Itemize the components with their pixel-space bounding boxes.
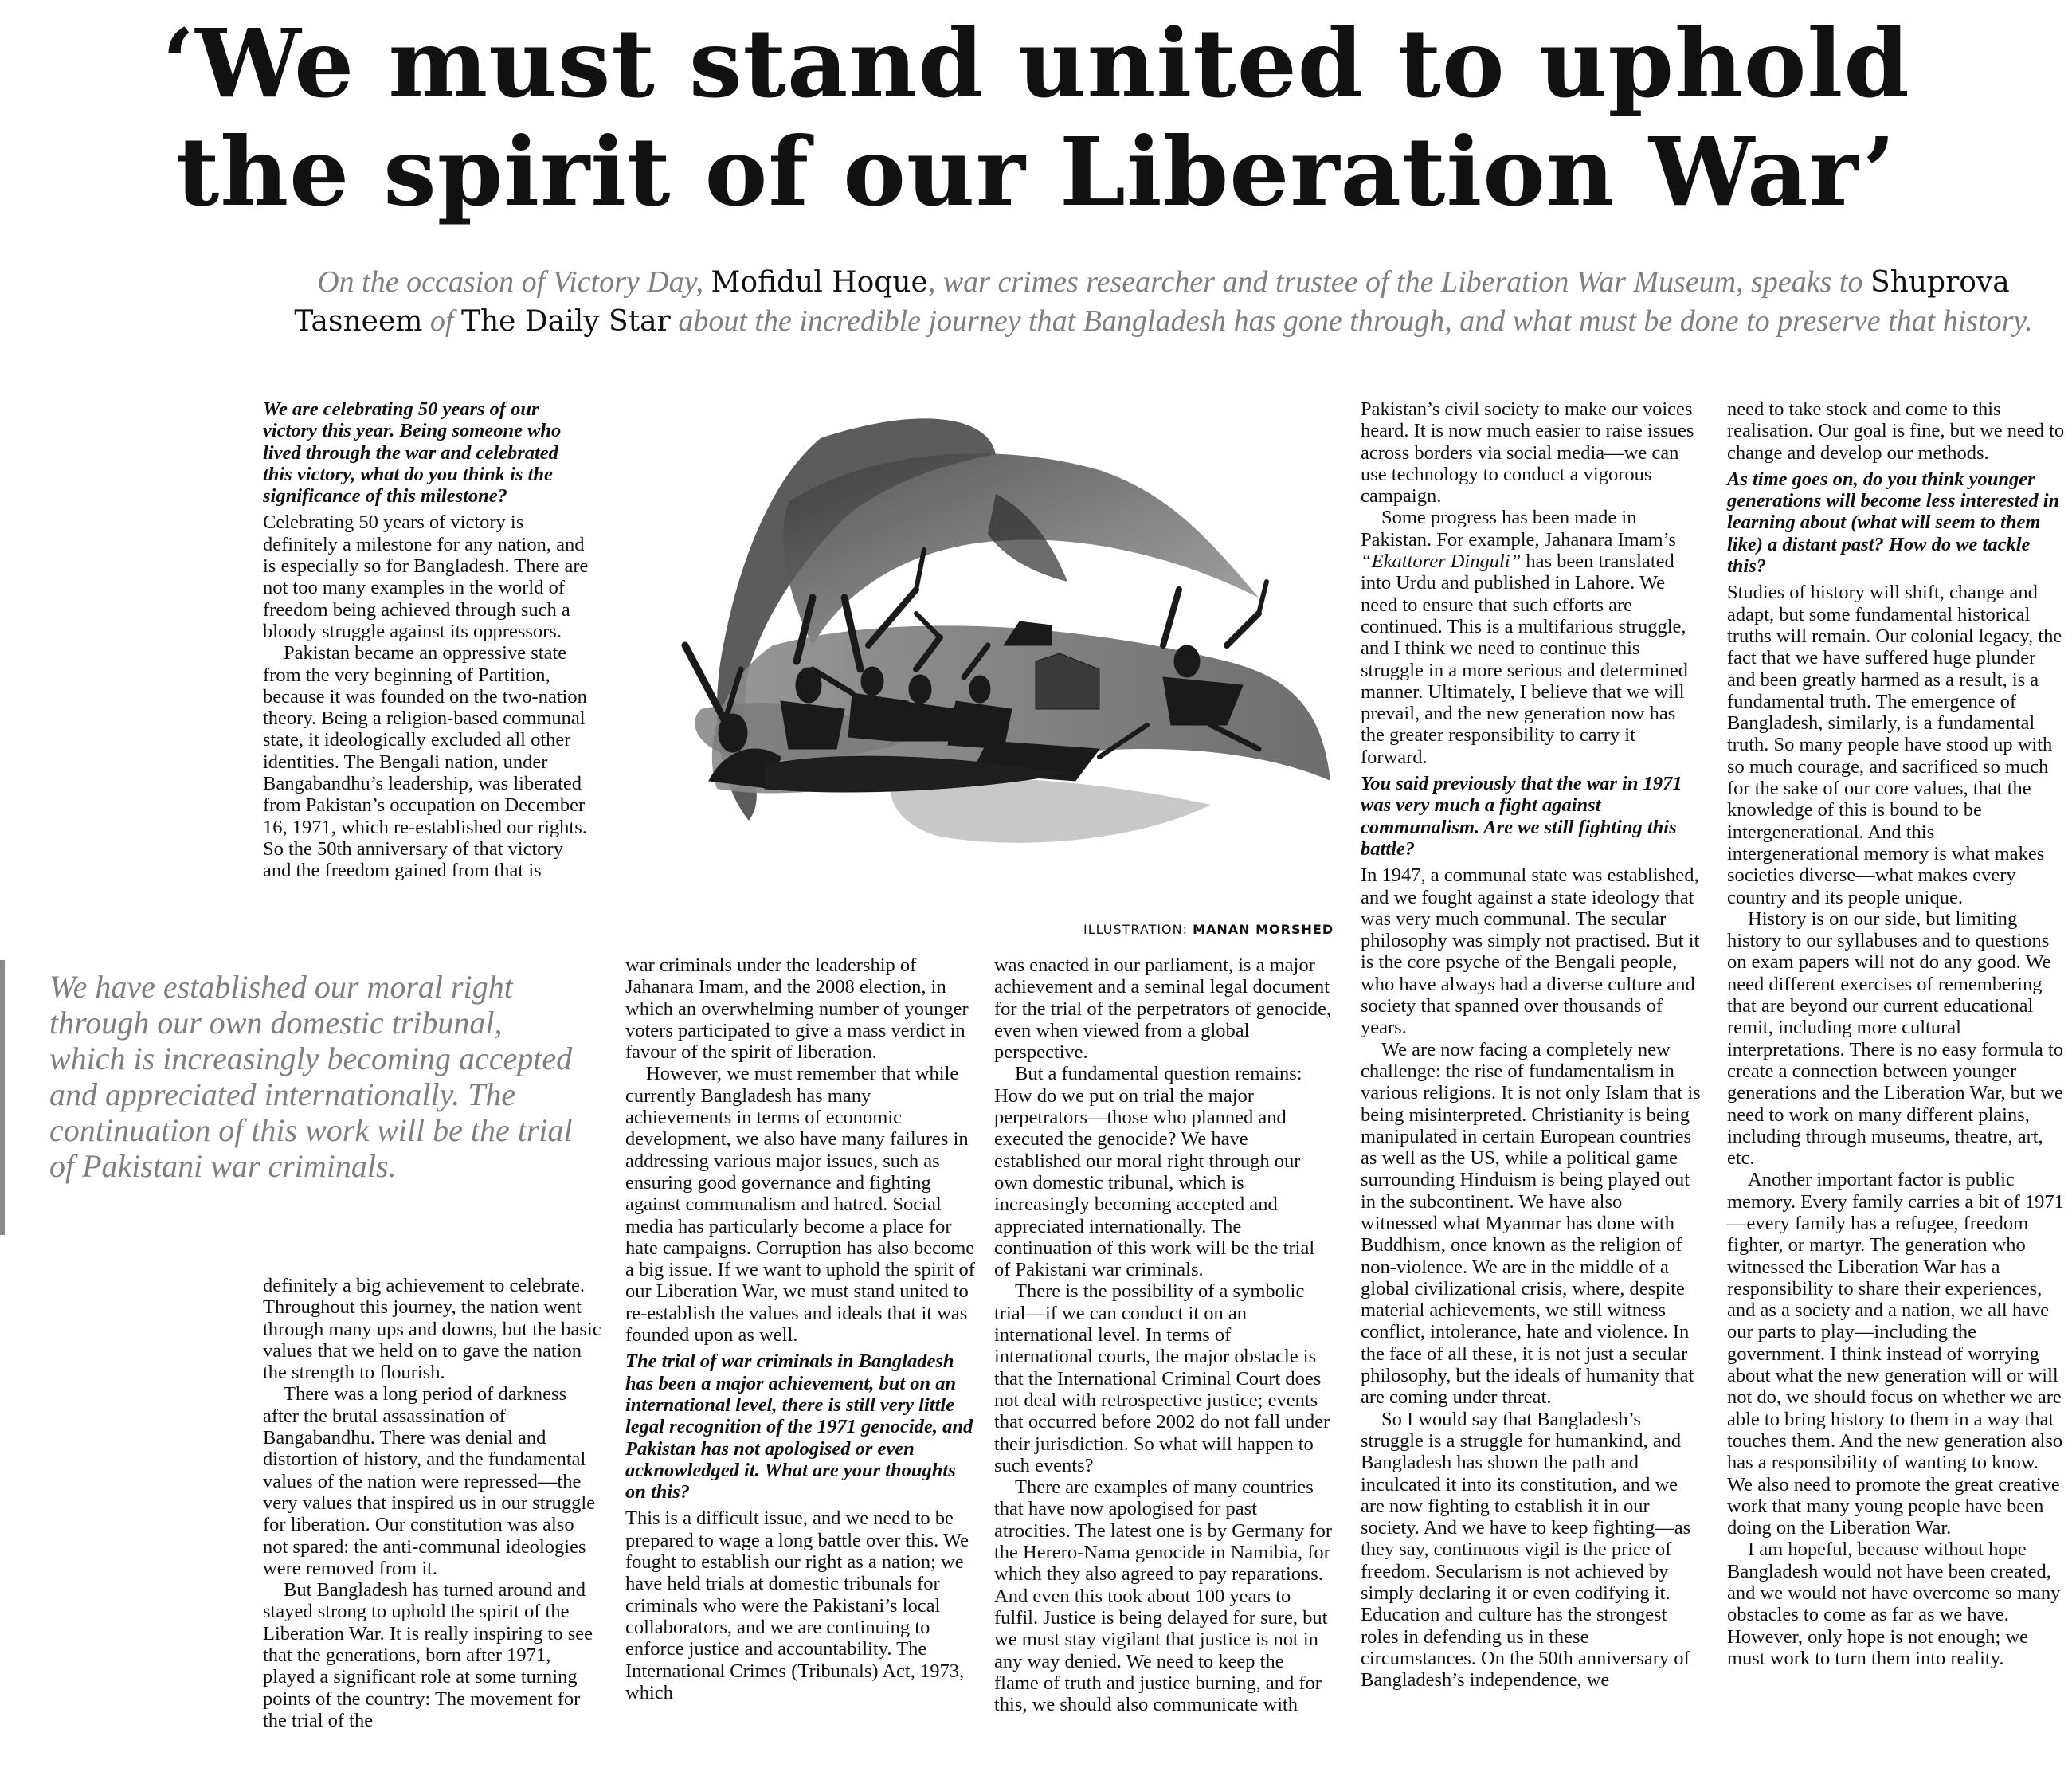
answer-paragraph: definitely a big achievement to celebrate. Throughout this journey, the nation went through many ups and downs, but the basic values that we held on to gave the nation the strength to flourish. bbox=[263, 1275, 601, 1384]
column-1-top bbox=[263, 398, 589, 882]
interviewee-name: Mofidul Hoque bbox=[711, 266, 928, 299]
answer-paragraph: Celebrating 50 years of victory is definitely a milestone for any nation, and is especially so for Bangladesh. There are not too many examples in the world of freedom being achieved through such a bloody struggle against its oppressors. bbox=[263, 512, 589, 642]
answer-paragraph: Another important factor is public memory. Every family carries a bit of 1971—every family has a refugee, freedom fighter, or martyr. The generation who witnessed the Liberation War has a responsibility to share their experiences, and as a society and a nation, we all have our parts to play—including the government. I think instead of worrying about what the new generation will or will not do, we should focus on whether we are able to bring history to them in a way that touches them. And the new generation also has a responsibility of wanting to know. We also need to promote the great creative work that many young people have been doing on the Liberation War. bbox=[1727, 1169, 2064, 1539]
interviewer-name: Shuprova Tasneem bbox=[294, 266, 2010, 338]
answer-paragraph: There was a long period of darkness after the brutal assassination of Bangabandhu. There was denial and distortion of history, and the fundamental values of the nation were repressed—the very values that inspired us in our struggle for liberation. Our constitution was also not spared: the anti-communal ideologies were removed from it. bbox=[263, 1383, 596, 1579]
answer-paragraph: In 1947, a communal state was established, and we fought against a state ideology that was very much communal. The secular philosophy was simply not practised. But it is the core psyche of the Bengali people, who have always had a diverse culture and society that spanned over thousands of years. bbox=[1361, 864, 1700, 1039]
answer-paragraph: was enacted in our parliament, is a major achievement and a seminal legal document for the trial of the perpetrators of genocide, even when viewed from a global perspective. bbox=[994, 955, 1332, 1064]
publication-name: The Daily Star bbox=[460, 305, 671, 338]
column-2 bbox=[625, 955, 976, 1703]
question-3: You said previously that the war in 1971 was very much a fight against communalism. Are we still fighting this battle? bbox=[1361, 773, 1682, 860]
question-4: As time goes on, do you think younger generations will become less interested in learning about (what will seem to them like) a distant past? How do we tackle this? bbox=[1727, 468, 2060, 578]
book-title: “Ekattorer Dinguli” bbox=[1361, 551, 1522, 573]
answer-paragraph: But Bangladesh has turned around and stayed strong to uphold the spirit of the Liberation War. It is really inspiring to see that the generations, born after 1971, played a significant role at some turning points of the country: The movement for the trial of the bbox=[263, 1579, 593, 1731]
column-4 bbox=[1361, 398, 1703, 1692]
answer-paragraph: Pakistan’s civil society to make our voices heard. It is now much easier to raise issues across borders via social media—we can use technology to conduct a vigorous campaign. bbox=[1361, 398, 1694, 508]
question-2: The trial of war criminals in Bangladesh has been a major achievement, but on an international level, there is still very little legal recognition of the 1971 genocide, and Pakistan has not apologised or even acknowledged it. What are your thoughts on this? bbox=[625, 1351, 973, 1503]
standfirst-text-4: about the incredible journey that Bangladesh has gone through, and what must be done to preserve that history. bbox=[670, 304, 2033, 338]
standfirst-text-3: of bbox=[422, 304, 461, 338]
answer-paragraph: Studies of history will shift, change and adapt, but some fundamental historical truths will remain. Our colonial legacy, the fact that we have suffered huge plunder and been greatly harmed as a result, is a fundamental truth. The emergence of Bangladesh, similarly, is a fundamental truth. So many people have stood up with so much courage, and sacrificed so much for the sake of our core values, that the knowledge of this is bound to be intergenerational. And this intergenerational memory is what makes societies diverse—what makes every country and its people unique. bbox=[1727, 582, 2062, 908]
answer-paragraph: need to take stock and come to this realisation. Our goal is fine, but we need to change and develop our methods. bbox=[1727, 398, 2065, 464]
standfirst-text-2: , war crimes researcher and trustee of the Liberation War Museum, speaks to bbox=[927, 265, 1870, 299]
answer-paragraph: There are examples of many countries that have now apologised for past atrocities. The latest one is by Germany for the Herero-Nama genocide in Namibia, for which they also agreed to pay reparations. And even this took about 100 years to fulfil. Justice is being delayed for sure, but we must stay vigilant that justice is not in any way denied. We need to keep the flame of truth and justice burning, and for this, we should also communicate with bbox=[994, 1476, 1333, 1716]
question-1: We are celebrating 50 years of our victory this year. Being someone who lived through the war and celebrated this victory, what do you think is the significance of this milestone? bbox=[263, 398, 562, 508]
answer-paragraph: But a fundamental question remains: How do we put on trial the major perpetrators—those who planned and executed the genocide? We have established our moral right through our own domestic tribunal, which is increasingly becoming accepted and appreciated internationally. The continuation of this work will be the trial of Pakistani war criminals. bbox=[994, 1063, 1315, 1281]
pull-quote: We have established our moral right through our own domestic tribunal, which is increasingly becoming accepted and appreciated internationally. The continuation of this work will be the trial of Pakistani war criminals. bbox=[49, 969, 573, 1184]
answer-paragraph: Some progress has been made in Pakistan. For example, Jahanara Imam’s “Ekattorer Dinguli” has been translated into Urdu and published in Lahore. We need to ensure that such efforts are continued. This is a multifarious struggle, and I think we need to continue this struggle in a more serious and determined manner. Ultimately, I believe that we will prevail, and the new generation now has the greater responsibility to carry it forward. bbox=[1361, 507, 1688, 768]
headline-line-1: ‘We must stand united to uphold bbox=[162, 8, 1910, 119]
standfirst bbox=[255, 263, 2072, 341]
standfirst-text-1: On the occasion of Victory Day, bbox=[317, 265, 711, 299]
answer-paragraph: This is a difficult issue, and we need to be prepared to wage a long battle over this. We fought to establish our right as a nation; we have held trials at domestic tribunals for criminals who were the Pakistani’s local collaborators, and we are continuing to enforce justice and accountability. The International Crimes (Tribunals) Act, 1973, which bbox=[625, 1507, 969, 1703]
column-1-bottom bbox=[263, 1275, 601, 1731]
illustration-credit: ILLUSTRATION: MANAN MORSHED bbox=[1083, 922, 1334, 937]
answer-paragraph: There is the possibility of a symbolic trial—if we can conduct it on an international level. In terms of international courts, the major obstacle is that the International Criminal Court does not deal with retrospective justice; events that occurred before 2002 do not fall under their jurisdiction. So what will happen to such events? bbox=[994, 1280, 1330, 1476]
headline bbox=[0, 10, 2072, 226]
answer-paragraph: So I would say that Bangladesh’s struggle is a struggle for humankind, and Bangladesh has shown the path and inculcated it into its constitution, and we are now fighting to establish it in our society. And we have to keep fighting—as they say, continuous vigil is the price of freedom. Secularism is not achieved by simply declaring it or even codifying it. Education and culture has the strongest roles in defending us in these circumstances. On the 50th anniversary of Bangladesh’s independence, we bbox=[1361, 1408, 1691, 1692]
answer-paragraph: Pakistan became an oppressive state from the very beginning of Partition, because it was founded on the two-nation theory. Being a religion-based communal state, it ideologically excluded all other identities. The Bengali nation, under Bangabandhu’s leadership, was liberated from Pakistan’s occupation on December 16, 1971, which re-established our rights. So the 50th anniversary of that victory and the freedom gained from that is bbox=[263, 642, 587, 882]
column-3 bbox=[994, 955, 1333, 1715]
illustration-ink-brush bbox=[653, 406, 1338, 908]
headline-line-2: the spirit of our Liberation War’ bbox=[175, 116, 1897, 227]
column-5 bbox=[1727, 398, 2066, 1669]
answer-paragraph: We are now facing a completely new challenge: the rise of fundamentalism in various religions. It is not only Islam that is being misinterpreted. Christianity is being manipulated in certain European countries as well as the US, while a political game surrounding Hinduism is being played out in the subcontinent. We have also witnessed what Myanmar has done with Buddhism, once known as the religion of non-violence. We are in the middle of a global civilizational crisis, where, despite material achievements, we still witness conflict, intolerance, hate and violence. In the face of all these, it is not just a secular philosophy, but the ideals of humanity that are coming under threat. bbox=[1361, 1038, 1701, 1409]
answer-paragraph: I am hopeful, because without hope Bangladesh would not have been created, and we would not have overcome so many obstacles to come as far as we have. However, only hope is not enough; we must work to turn them into reality. bbox=[1727, 1539, 2061, 1669]
answer-paragraph: However, we must remember that while currently Bangladesh has many achievements in terms of economic development, we also have many failures in addressing various major issues, such as ensuring good governance and fighting against communalism and hatred. Social media has particularly become a place for hate campaigns. Corruption has also become a big issue. If we want to uphold the spirit of our Liberation War, we must stand united to re-establish the values and ideals that it was founded upon as well. bbox=[625, 1063, 975, 1347]
pull-quote-bar bbox=[0, 960, 5, 1235]
answer-paragraph: History is on our side, but limiting history to our syllabuses and to questions on exam papers will not do any good. We need different exercises of remembering that are beyond our current educational remit, including more cultural interpretations. There is no easy formula to create a connection between younger generations and the Liberation War, but we need to work on many different plains, including through museums, theatre, art, etc. bbox=[1727, 908, 2064, 1170]
answer-paragraph: war criminals under the leadership of Jahanara Imam, and the 2008 election, in which an overwhelming number of younger voters participated to give a mass verdict in favour of the spirit of liberation. bbox=[625, 955, 969, 1064]
